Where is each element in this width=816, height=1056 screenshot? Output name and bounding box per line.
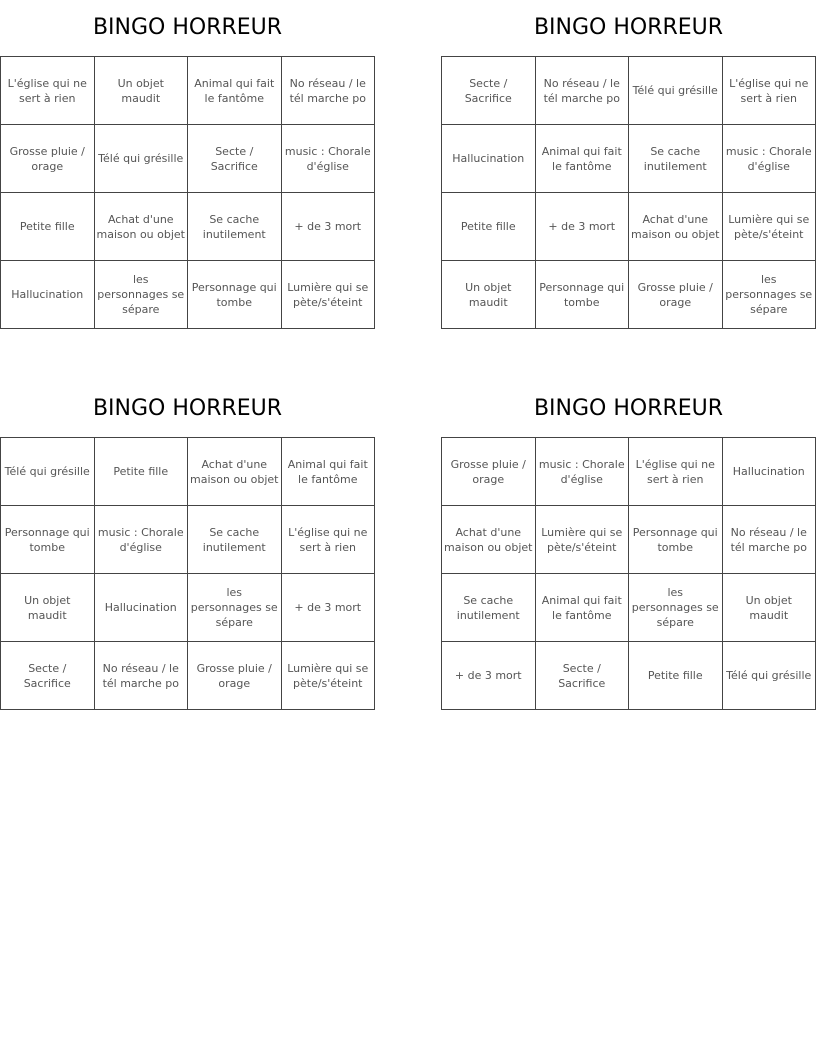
bingo-grid [441,56,816,329]
bingo-cell: Hallucination [1,261,95,329]
bingo-cell: Télé qui grésille [722,642,816,710]
bingo-cell: Se cache inutilement [442,574,536,642]
bingo-card-4 [441,381,816,710]
bingo-cell: Se cache inutilement [188,193,282,261]
bingo-cell: Personnage qui tombe [1,506,95,574]
grid-row [1,57,375,125]
grid-row [442,506,816,574]
bingo-cell: Lumière qui se pète/s'éteint [281,261,375,329]
bingo-cell: + de 3 mort [281,193,375,261]
bingo-cell: Un objet maudit [442,261,536,329]
bingo-cell: les personnages se sépare [94,261,188,329]
bingo-cell: music : Chorale d'église [722,125,816,193]
bingo-cell: + de 3 mort [442,642,536,710]
bingo-cell: + de 3 mort [535,193,629,261]
bingo-cell: music : Chorale d'église [94,506,188,574]
bingo-cell: Secte / Sacrifice [535,642,629,710]
bingo-cell: L'église qui ne sert à rien [722,57,816,125]
bingo-card-3 [0,381,375,710]
bingo-grid [0,437,375,710]
bingo-cell: Grosse pluie / orage [188,642,282,710]
bingo-card-1 [0,0,375,329]
grid-row [1,261,375,329]
bingo-cell: Personnage qui tombe [629,506,723,574]
bingo-cell: L'église qui ne sert à rien [1,57,95,125]
grid-row [442,438,816,506]
bingo-cell: Petite fille [94,438,188,506]
grid-row [1,506,375,574]
bingo-cell: Un objet maudit [94,57,188,125]
bingo-cell: No réseau / le tél marche po [281,57,375,125]
grid-row [442,642,816,710]
bingo-cell: Hallucination [94,574,188,642]
bingo-cell: les personnages se sépare [629,574,723,642]
bingo-cell: Secte / Sacrifice [188,125,282,193]
bingo-grid [441,437,816,710]
bingo-cell: Personnage qui tombe [188,261,282,329]
bingo-cell: Se cache inutilement [188,506,282,574]
bingo-cell: Télé qui grésille [629,57,723,125]
bingo-grid [0,56,375,329]
bingo-cell: Achat d'une maison ou objet [629,193,723,261]
bingo-cell: Lumière qui se pète/s'éteint [535,506,629,574]
bingo-card-2 [441,0,816,329]
grid-row [442,574,816,642]
bingo-cell: Achat d'une maison ou objet [442,506,536,574]
bingo-cell: Petite fille [1,193,95,261]
bingo-cell: Secte / Sacrifice [442,57,536,125]
bingo-cell: L'église qui ne sert à rien [281,506,375,574]
grid-row [442,193,816,261]
bingo-cell: Animal qui fait le fantôme [535,574,629,642]
bingo-cell: Se cache inutilement [629,125,723,193]
bingo-cell: Télé qui grésille [1,438,95,506]
bingo-cell: Lumière qui se pète/s'éteint [722,193,816,261]
bingo-cell: Personnage qui tombe [535,261,629,329]
card-title: BINGO HORREUR [92,396,283,421]
bingo-cell: Grosse pluie / orage [1,125,95,193]
bingo-cell: Lumière qui se pète/s'éteint [281,642,375,710]
grid-row [442,57,816,125]
bingo-cell: music : Chorale d'église [535,438,629,506]
bingo-cell: Petite fille [629,642,723,710]
card-title: BINGO HORREUR [533,396,724,421]
bingo-cell: Grosse pluie / orage [442,438,536,506]
grid-row [1,125,375,193]
bingo-cell: Achat d'une maison ou objet [188,438,282,506]
bingo-cell: Secte / Sacrifice [1,642,95,710]
grid-row [442,261,816,329]
bingo-cell: Animal qui fait le fantôme [535,125,629,193]
grid-row [442,125,816,193]
bingo-cell: Grosse pluie / orage [629,261,723,329]
grid-row [1,438,375,506]
bingo-cell: Un objet maudit [722,574,816,642]
card-title: BINGO HORREUR [533,15,724,40]
grid-row [1,193,375,261]
grid-row [1,574,375,642]
bingo-cell: Petite fille [442,193,536,261]
bingo-cell: Animal qui fait le fantôme [188,57,282,125]
bingo-cell: No réseau / le tél marche po [535,57,629,125]
card-title: BINGO HORREUR [92,15,283,40]
bingo-cell: Animal qui fait le fantôme [281,438,375,506]
bingo-cell: + de 3 mort [281,574,375,642]
bingo-cell: music : Chorale d'église [281,125,375,193]
bingo-cell: Achat d'une maison ou objet [94,193,188,261]
bingo-cell: les personnages se sépare [722,261,816,329]
bingo-cell: Hallucination [442,125,536,193]
bingo-cell: No réseau / le tél marche po [722,506,816,574]
grid-row [1,642,375,710]
bingo-cell: No réseau / le tél marche po [94,642,188,710]
bingo-cell: Hallucination [722,438,816,506]
bingo-cell: L'église qui ne sert à rien [629,438,723,506]
bingo-cell: les personnages se sépare [188,574,282,642]
bingo-cell: Télé qui grésille [94,125,188,193]
bingo-cell: Un objet maudit [1,574,95,642]
